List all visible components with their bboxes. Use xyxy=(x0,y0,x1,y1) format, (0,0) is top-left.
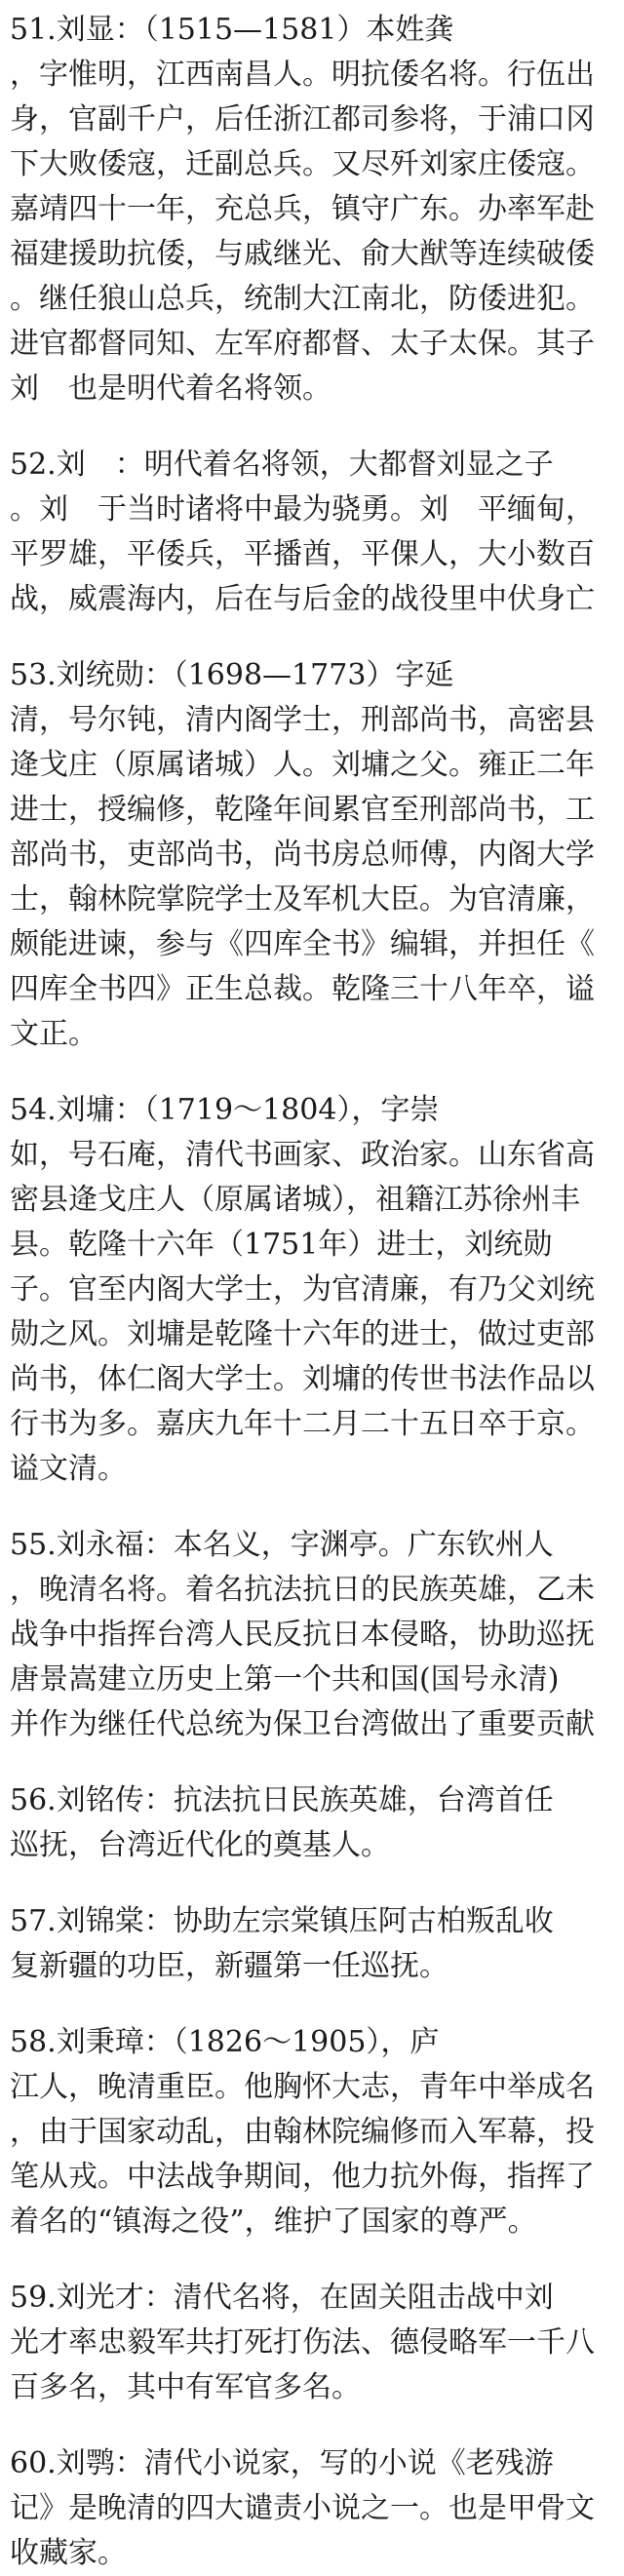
text-line: 笔从戎。中法战争期间，他力抗外侮，指挥了 xyxy=(10,2160,595,2194)
text-line: 如，号石庵，清代书画家、政治家。山东省高 xyxy=(10,1138,595,1172)
text-line: 福建援助抗倭，与戚继光、俞大猷等连续破倭 xyxy=(10,237,595,271)
entry-block xyxy=(10,2276,614,2410)
text-line: 复新疆的功臣，新疆第一任巡抚。 xyxy=(10,1949,448,1983)
text-line: 身，官副千户，后任浙江都司参将，于浦口冈 xyxy=(10,102,595,137)
text-line: 进官都督同知、左军府都督、太子太保。其子 xyxy=(10,327,595,361)
text-line: 战，威震海内，后在与后金的战役里中伏身亡 xyxy=(10,582,595,616)
text-line: 51.刘显：（1515—1581）本姓龚 xyxy=(10,13,454,47)
text-line: 刘 也是明代着名将领。 xyxy=(10,371,332,406)
text-line: 着名的“镇海之役”，维护了国家的尊严。 xyxy=(10,2205,537,2239)
text-line: 52.刘 ：明代着名将领，大都督刘显之子 xyxy=(10,448,554,482)
text-line: 55.刘永福：本名义，字渊亭。广东钦州人 xyxy=(10,1528,554,1562)
text-line: 颇能进谏，参与《四库全书》编辑，并担任《 xyxy=(10,927,595,961)
text-line: 。继任狼山总兵，统制大江南北，防倭进犯。 xyxy=(10,282,595,316)
text-line: 下大败倭寇，迁副总兵。又尽歼刘家庄倭寇。 xyxy=(10,147,595,181)
entry-block xyxy=(10,1088,614,1492)
text-line: 收藏家。 xyxy=(10,2536,127,2570)
entry-block xyxy=(10,653,614,1057)
text-line: 进士，授编修，乾隆年间累官至刑部尚书，工 xyxy=(10,793,595,827)
text-line: 记》是晚清的四大谴责小说之一。也是甲骨文 xyxy=(10,2491,595,2525)
text-line: 53.刘统勋：（1698—1773）字延 xyxy=(10,658,454,692)
text-line: 百多名，其中有军官多名。 xyxy=(10,2370,361,2404)
text-line: 54.刘墉：（1719～1804），字崇 xyxy=(10,1093,440,1127)
text-line: 60.刘鹗：清代小说家，写的小说《老残游 xyxy=(10,2446,554,2480)
text-line: 56.刘铭传：抗法抗日民族英雄，台湾首任 xyxy=(10,1783,554,1817)
entry-list xyxy=(10,8,614,2576)
entry-block xyxy=(10,1523,614,1747)
entry-block xyxy=(10,1778,614,1868)
text-line: 嘉靖四十一年，充总兵，镇守广东。办率军赴 xyxy=(10,192,595,226)
text-line: 文正。 xyxy=(10,1017,98,1051)
text-line: 士，翰林院掌院学士及军机大臣。为官清廉， xyxy=(10,882,595,917)
text-line: 行书为多。嘉庆九年十二月二十五日卒于京。 xyxy=(10,1407,595,1441)
entry-block xyxy=(10,443,614,622)
text-line: 59.刘光才：清代名将，在固关阻击战中刘 xyxy=(10,2281,554,2315)
text-line: 尚书，体仁阁大学士。刘墉的传世书法作品以 xyxy=(10,1362,595,1396)
text-line: 勋之风。刘墉是乾隆十六年的进士，做过吏部 xyxy=(10,1317,595,1351)
text-line: 谥文清。 xyxy=(10,1452,127,1486)
text-line: 58.刘秉璋：（1826～1905），庐 xyxy=(10,2025,440,2059)
entry-block xyxy=(10,2441,614,2576)
text-line: 并作为继任代总统为保卫台湾做出了重要贡献 xyxy=(10,1707,595,1741)
text-line: 光才率忠毅军共打死打伤法、德侵略军一千八 xyxy=(10,2325,595,2360)
text-line: 密县逄戈庄人（原属诸城），祖籍江苏徐州丰 xyxy=(10,1183,580,1217)
text-line: ，字惟明，江西南昌人。明抗倭名将。行伍出 xyxy=(10,58,595,92)
text-line: ，由于国家动乱，由翰林院编修而入军幕，投 xyxy=(10,2115,595,2149)
text-line: 。刘 于当时诸将中最为骁勇。刘 平缅甸， xyxy=(10,492,595,527)
text-line: 部尚书，吏部尚书，尚书房总师傅，内阁大学 xyxy=(10,838,595,872)
text-line: 逄戈庄（原属诸城）人。刘墉之父。雍正二年 xyxy=(10,748,595,782)
entry-block xyxy=(10,8,614,411)
text-line: 县。乾隆十六年（1751年）进士，刘统勋 xyxy=(10,1228,553,1262)
text-line: 唐景嵩建立历史上第一个共和国(国号永清) xyxy=(10,1662,560,1697)
entry-block xyxy=(10,2020,614,2244)
text-line: 清，号尔钝，清内阁学士，刑部尚书，高密县 xyxy=(10,703,595,737)
text-line: 江人，晚清重臣。他胸怀大志，青年中举成名 xyxy=(10,2070,595,2104)
text-line: ，晚清名将。着名抗法抗日的民族英雄，乙未 xyxy=(10,1573,595,1607)
entry-block xyxy=(10,1899,614,1989)
text-line: 57.刘锦棠：协助左宗棠镇压阿古柏叛乱收 xyxy=(10,1904,554,1938)
text-line: 战争中指挥台湾人民反抗日本侵略，协助巡抚 xyxy=(10,1618,595,1652)
text-line: 四库全书四》正生总裁。乾隆三十八年卒，谥 xyxy=(10,972,595,1006)
text-line: 巡抚，台湾近代化的奠基人。 xyxy=(10,1828,390,1862)
text-line: 子。官至内阁大学士，为官清廉，有乃父刘统 xyxy=(10,1272,595,1307)
text-line: 平罗雄，平倭兵，平播酋，平倮人，大小数百 xyxy=(10,537,595,571)
